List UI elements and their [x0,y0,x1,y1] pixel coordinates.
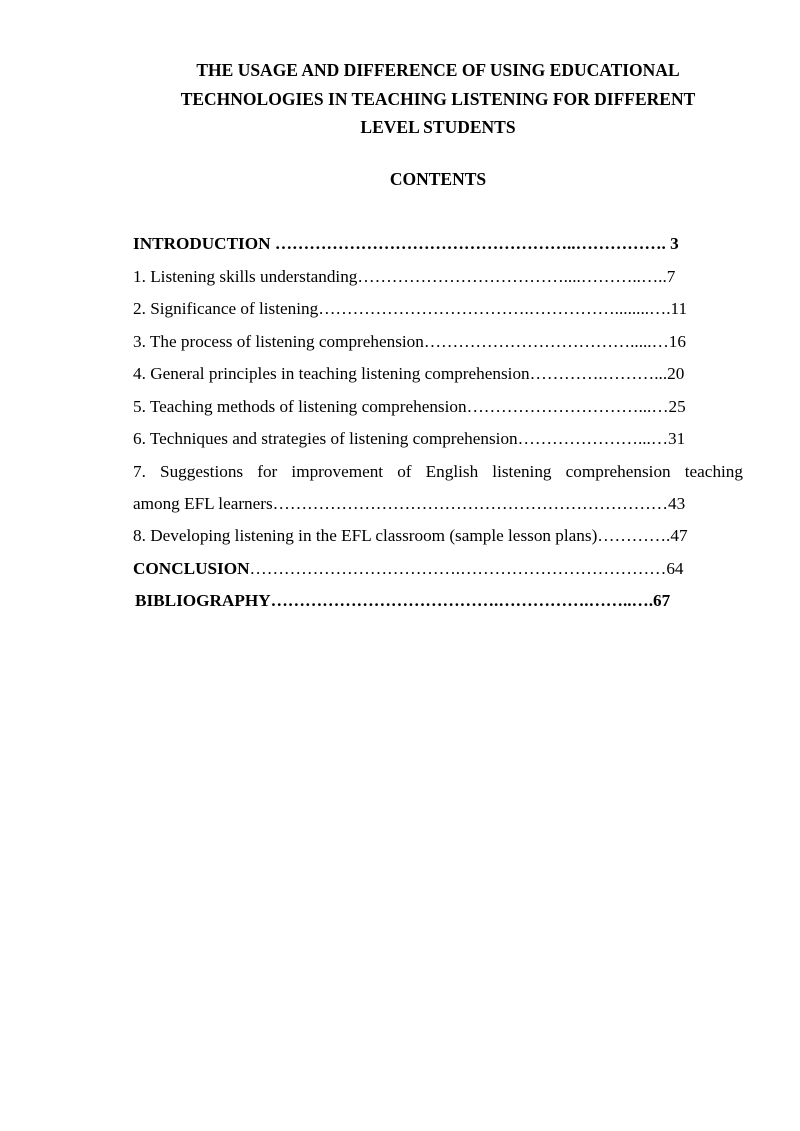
title-line-2: TECHNOLOGIES IN TEACHING LISTENING FOR DIFFERENT [180,88,696,109]
toc-entry-5: 5. Teaching methods of listening comprehension…………………………...…25 [133,397,686,416]
toc-entry-4: 4. General principles in teaching listening comprehension………….………...20 [133,364,685,383]
toc-entry-1: 1. Listening skills understanding………………………………....………..…..7 [133,267,676,286]
toc-entry-2: 2. Significance of listening……………………………….……………........….11 [133,299,688,318]
toc-conclusion-label: CONCLUSION [133,559,250,578]
toc-entry-bibliography: BIBLIOGRAPHY………………………………….…………….……..….67 [135,591,671,610]
toc-entry-conclusion [133,556,684,582]
toc-conclusion-leader: ……………………………….………………………………64 [249,559,684,578]
document-title [133,56,743,142]
title-line-1: THE USAGE AND DIFFERENCE OF USING EDUCATIONAL [196,60,680,80]
title-line-3: LEVEL STUDENTS [360,117,516,137]
toc-entry-6: 6. Techniques and strategies of listening comprehension…………………...…31 [133,429,686,448]
toc-entry-7-line-1: 7. Suggestions for improvement of English listening comprehension teaching [133,462,743,481]
contents-heading: CONTENTS [389,169,487,189]
toc-entry-7-line-2: among EFL learners……………………………………………………………43 [133,494,686,513]
toc-entry-8: 8. Developing listening in the EFL classroom (sample lesson plans)………….47 [133,526,688,545]
toc-entry-introduction: INTRODUCTION ……………………………………………..……………. 3 [133,234,679,253]
toc-entry-3: 3. The process of listening comprehension……………………………….....…16 [133,332,686,351]
